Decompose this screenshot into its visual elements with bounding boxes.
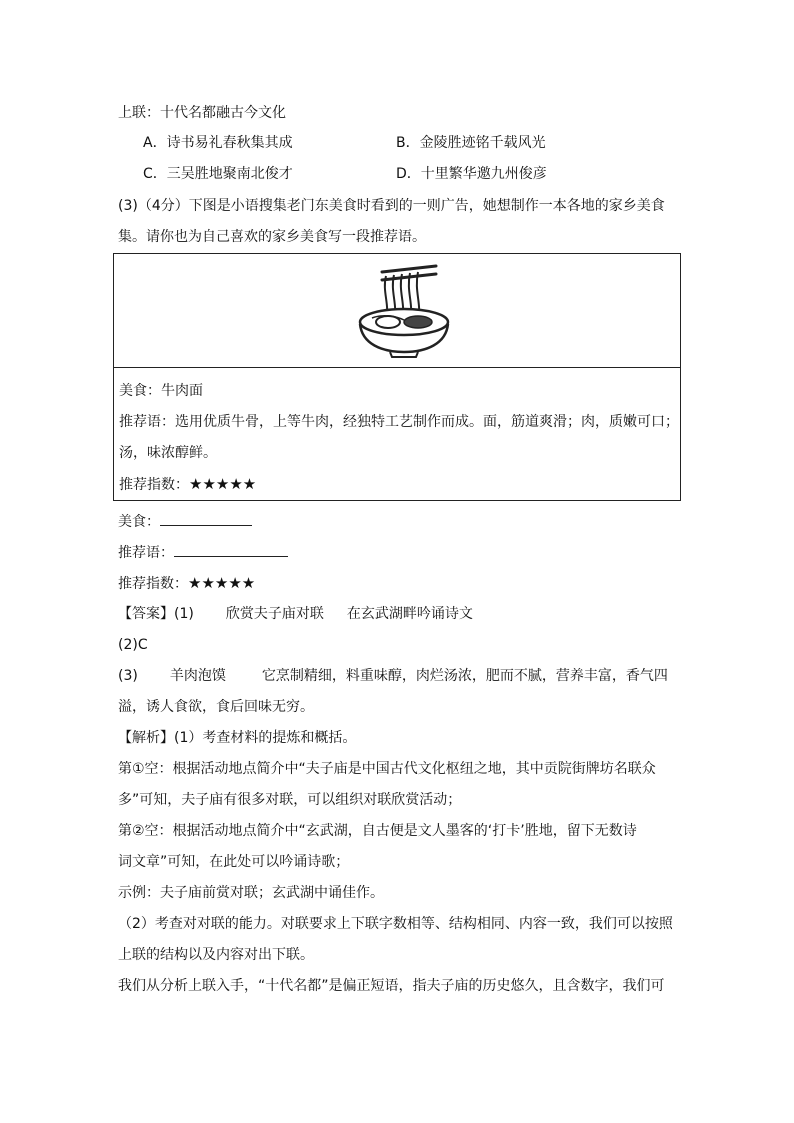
ad-rating-stars: ★★★★★ [189,475,257,493]
analysis-line5: 词文章”可知，在此处可以吟诵诗歌； [118,854,350,870]
fill-recommend [118,542,288,563]
answer-3-food: 羊肉泡馍 [169,668,226,684]
analysis-line8: 上联的结构以及内容对出下联。 [118,947,314,963]
ad-food: 美食：牛肉面 [119,383,203,399]
fill-rating-stars: ★★★★★ [188,574,256,592]
fill-food-label: 美食： [118,514,160,530]
answer-line1 [118,604,473,624]
question3-prompt-line1: (3)（4分）下图是小语搜集老门东美食时看到的一则广告，她想制作一本各地的家乡美食 [118,198,665,214]
option-b: B．金陵胜迹铭千载风光 [396,135,546,151]
fill-food-blank[interactable] [160,511,252,526]
answer-1b: 在玄武湖畔吟诵诗文 [346,606,473,622]
analysis-line4: 第②空：根据活动地点简介中“玄武湖，自古便是文人墨客的‘打卡’胜地，留下无数诗 [118,823,637,839]
option-d: D．十里繁华邀九州俊彦 [396,166,547,182]
upper-couplet: 上联：十代名都融古今文化 [118,105,286,121]
fill-recommend-blank[interactable] [174,542,288,557]
analysis-line2: 第①空：根据活动地点简介中“夫子庙是中国古代文化枢纽之地，其中贡院街牌坊名联众 [118,761,656,777]
option-a: A．诗书易礼春秋集其成 [143,135,293,151]
analysis-line3: 多”可知，夫子庙有很多对联，可以组织对联欣赏活动； [118,792,462,808]
option-c: C．三吴胜地聚南北俊才 [143,166,293,182]
analysis-line7: （2）考查对对联的能力。对联要求上下联字数相等、结构相同、内容一致，我们可以按照 [118,916,673,932]
noodle-bowl-icon [352,264,456,358]
analysis-line6: 示例：夫子庙前赏对联；玄武湖中诵佳作。 [118,885,384,901]
answer-3-text1: 它烹制精细，料重味醇，肉烂汤浓，肥而不腻，营养丰富，香气四 [261,668,668,684]
food-ad-box [113,253,681,501]
question3-prompt-line2: 集。请你也为自己喜欢的家乡美食写一段推荐语。 [118,229,426,245]
answer-3-line2: 溢，诱人食欲，食后回味无穷。 [118,699,314,715]
ad-recommend-line1: 推荐语：选用优质牛骨，上等牛肉，经独特工艺制作而成。面，筋道爽滑；肉，质嫩可口； [119,414,679,430]
ad-rating-label: 推荐指数： [119,477,189,493]
fill-rating [118,573,255,594]
answer-1a: 欣赏夫子庙对联 [225,606,324,622]
analysis-line9: 我们从分析上联入手，“十代名都”是偏正短语，指夫子庙的历史悠久，且含数字，我们可 [118,978,665,994]
ad-divider [114,367,680,368]
answer-3-line1 [118,666,668,686]
fill-food [118,511,252,532]
fill-recommend-label: 推荐语： [118,545,174,561]
ad-recommend-line2: 汤，味浓醇鲜。 [119,445,217,461]
answer-label: 【答案】(1) [118,606,194,622]
analysis-line1: 【解析】(1）考查材料的提炼和概括。 [118,730,357,746]
answer-2: (2)C [118,637,148,653]
answer-3-label: (3) [118,668,138,684]
ad-rating [119,474,256,495]
fill-rating-label: 推荐指数： [118,576,188,592]
